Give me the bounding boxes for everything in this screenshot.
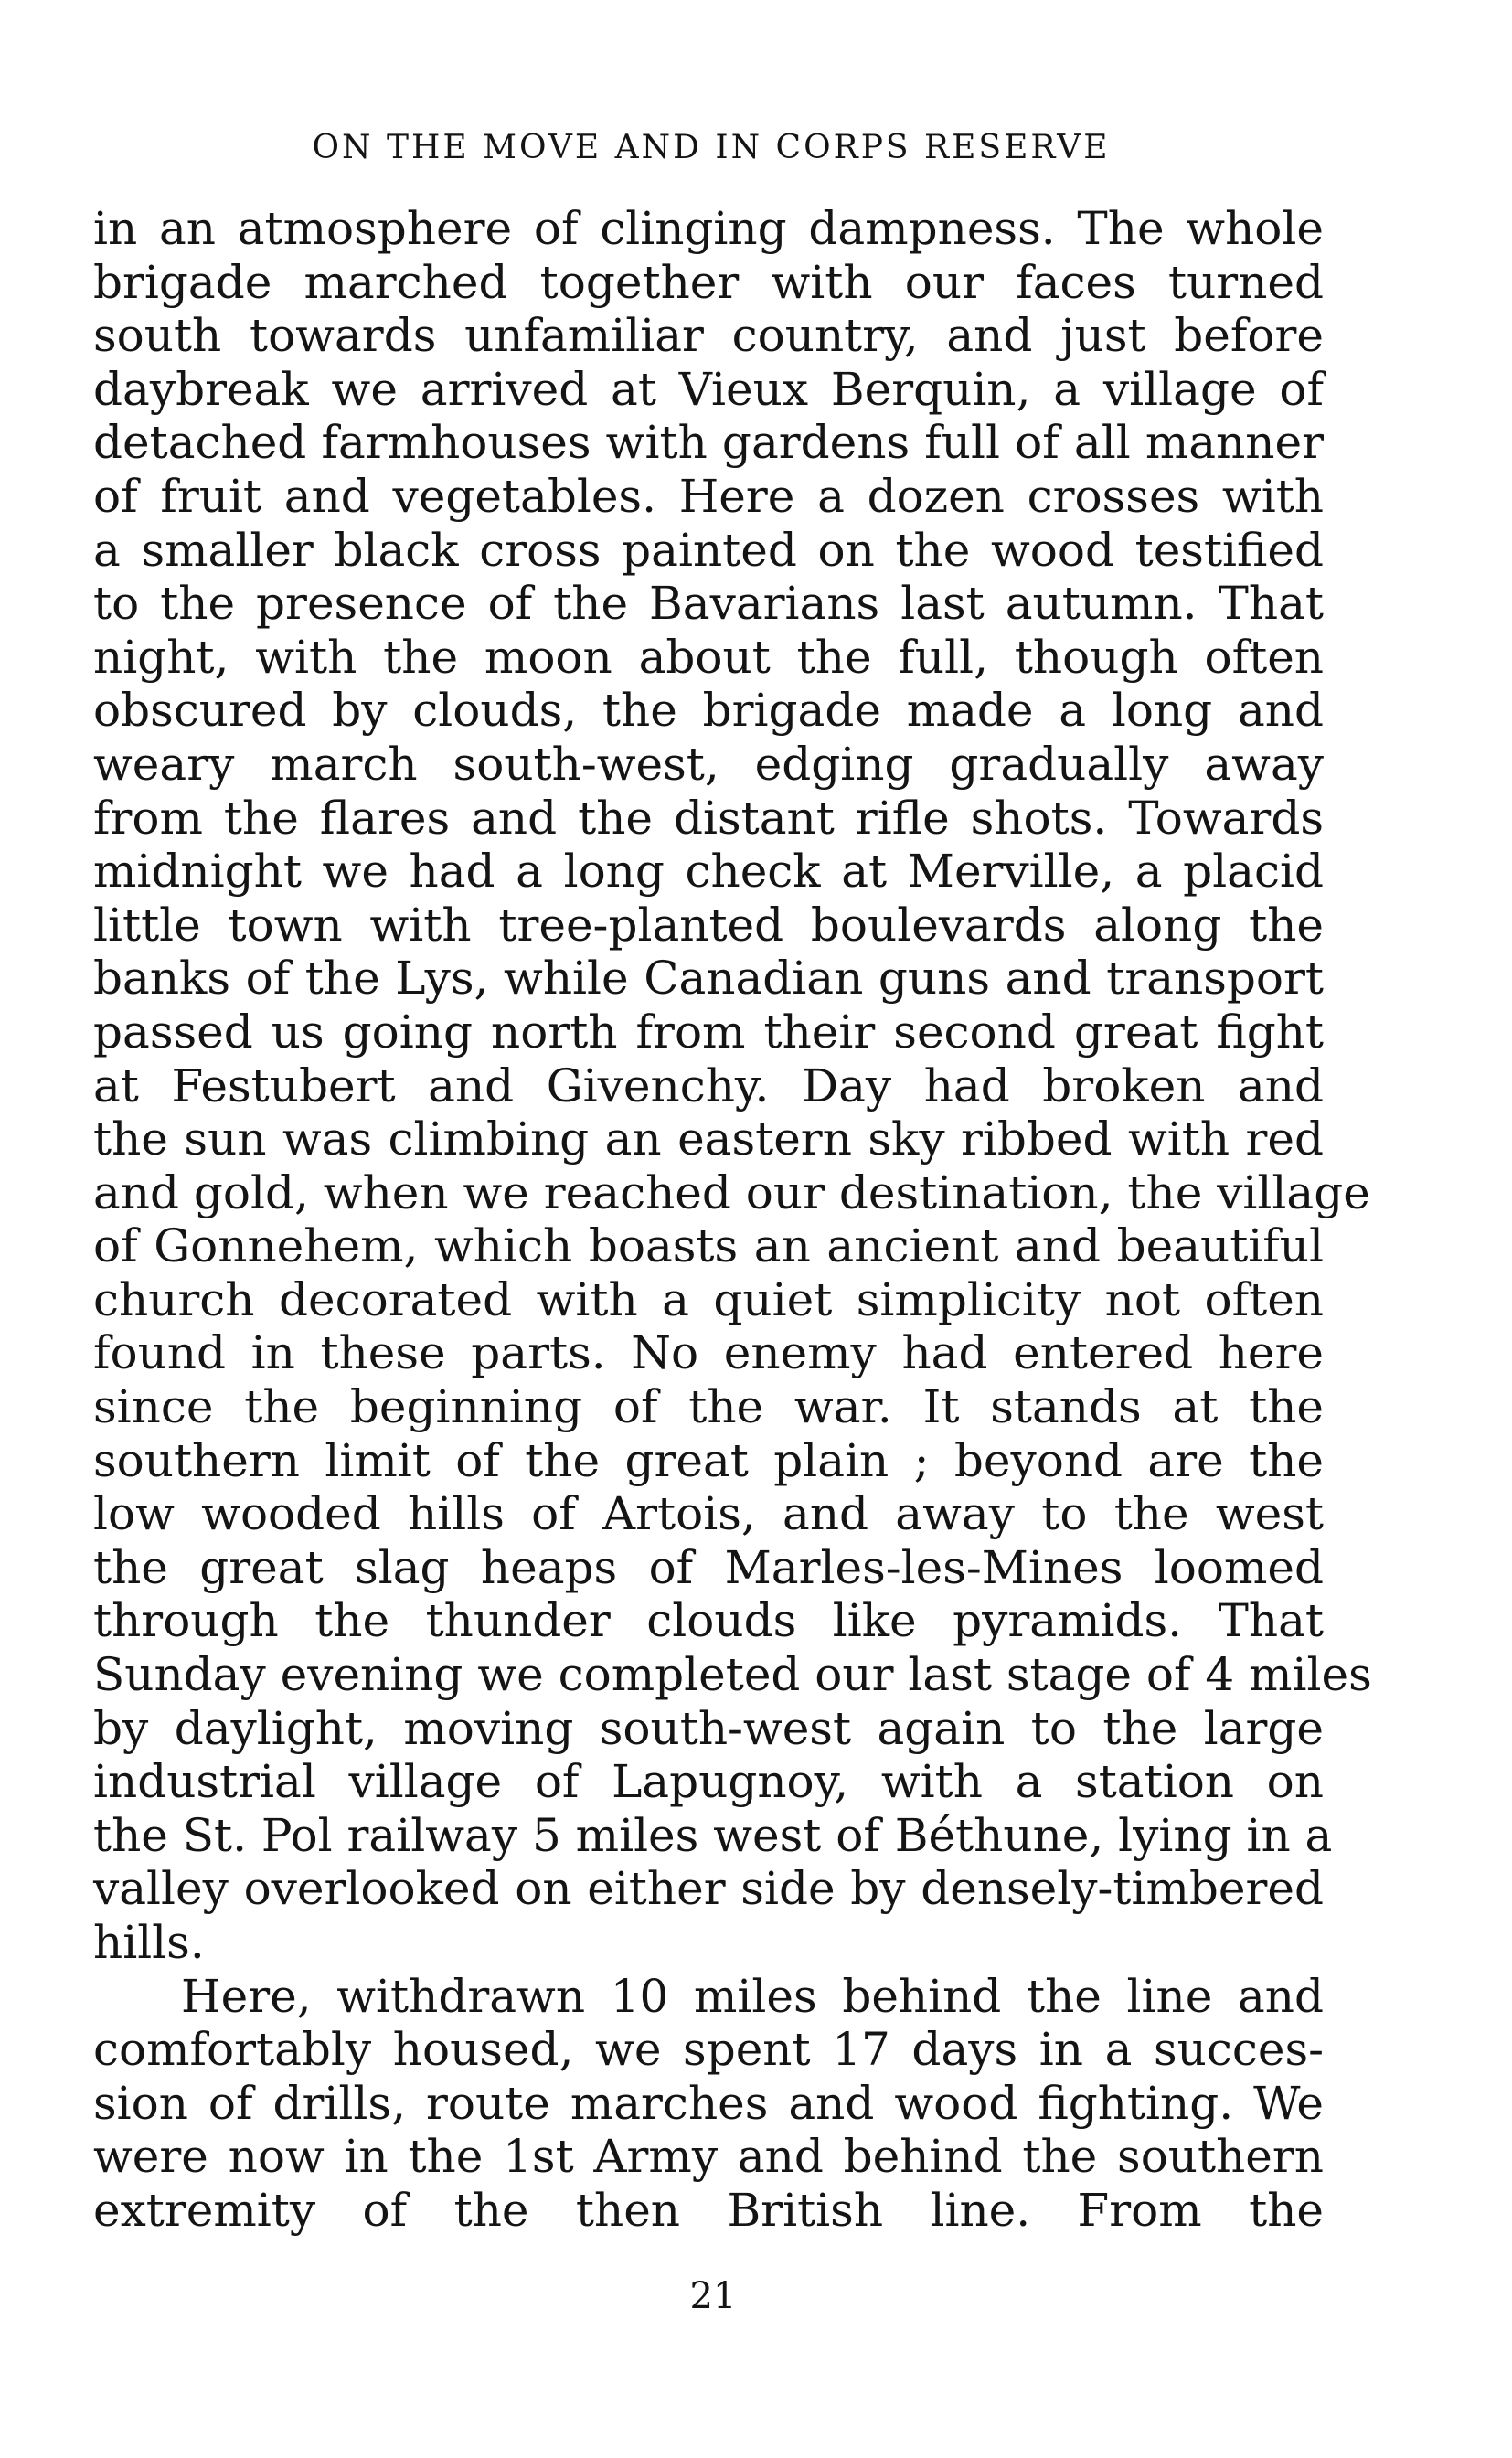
running-head: ON THE MOVE AND IN CORPS RESERVE [312,129,1111,166]
text-line: hills. [93,1916,205,1969]
text-line: of Gonnehem, which boasts an ancient and beautiful [93,1219,1324,1273]
text-line: the sun was climbing an eastern sky ribbed with red [93,1112,1324,1166]
page-number: 21 [689,2275,737,2317]
text-line: comfortably housed, we spent 17 days in a succes- [93,2023,1324,2077]
text-line: night, with the moon about the full, though often [93,630,1324,684]
text-line: were now in the 1st Army and behind the southern [93,2130,1324,2184]
text-line: by daylight, moving south-west again to the large [93,1701,1324,1755]
text-line: valley overlooked on either side by densely-timbered [93,1862,1324,1916]
text-line: southern limit of the great plain ; beyond are the [93,1433,1324,1487]
text-line: brigade marched together with our faces turned [93,255,1324,309]
text-line: Sunday evening we completed our last stage of 4 miles [93,1648,1372,1702]
text-line: weary march south-west, edging gradually away [93,737,1324,791]
body-text [93,202,1372,2238]
text-line: industrial village of Lapugnoy, with a station on [93,1755,1324,1809]
text-line: banks of the Lys, while Canadian guns and transport [93,952,1324,1006]
text-line: since the beginning of the war. It stands at the [93,1380,1324,1434]
text-line: to the presence of the Bavarians last autumn. That [93,577,1324,631]
paragraph [93,1970,1324,2238]
text-line: church decorated with a quiet simplicity not often [93,1272,1324,1326]
text-line: of fruit and vegetables. Here a dozen crosses with [93,469,1324,523]
text-line: through the thunder clouds like pyramids. That [93,1594,1324,1648]
text-line: sion of drills, route marches and wood fighting. We [93,2076,1324,2130]
text-line: at Festubert and Givenchy. Day had broken and [93,1059,1324,1112]
text-line: south towards unfamiliar country, and just before [93,309,1324,363]
text-line: detached farmhouses with gardens full of all manner [93,416,1324,470]
text-line: obscured by clouds, the brigade made a long and [93,684,1324,738]
text-line: and gold, when we reached our destination, the village [93,1165,1370,1219]
text-line: in an atmosphere of clinging dampness. The whole [93,202,1324,255]
text-line: the great slag heaps of Marles-les-Mines loomed [93,1540,1324,1594]
paragraph [93,202,1372,1970]
text-line: little town with tree-planted boulevards along the [93,898,1324,952]
text-line: from the flares and the distant rifle shots. Towards [93,791,1324,845]
text-line: a smaller black cross painted on the wood testified [93,523,1324,577]
text-line: the St. Pol railway 5 miles west of Béthune, lying in a [93,1808,1333,1862]
text-line: low wooded hills of Artois, and away to the west [93,1487,1324,1541]
text-line: Here, withdrawn 10 miles behind the line and [181,1969,1324,2023]
text-line: passed us going north from their second great fight [93,1005,1324,1059]
text-line: found in these parts. No enemy had entered here [93,1326,1324,1380]
text-line: daybreak we arrived at Vieux Berquin, a village of [93,362,1324,416]
text-line: extremity of the then British line. From the [93,2183,1324,2237]
text-line: midnight we had a long check at Merville, a placid [93,845,1324,899]
